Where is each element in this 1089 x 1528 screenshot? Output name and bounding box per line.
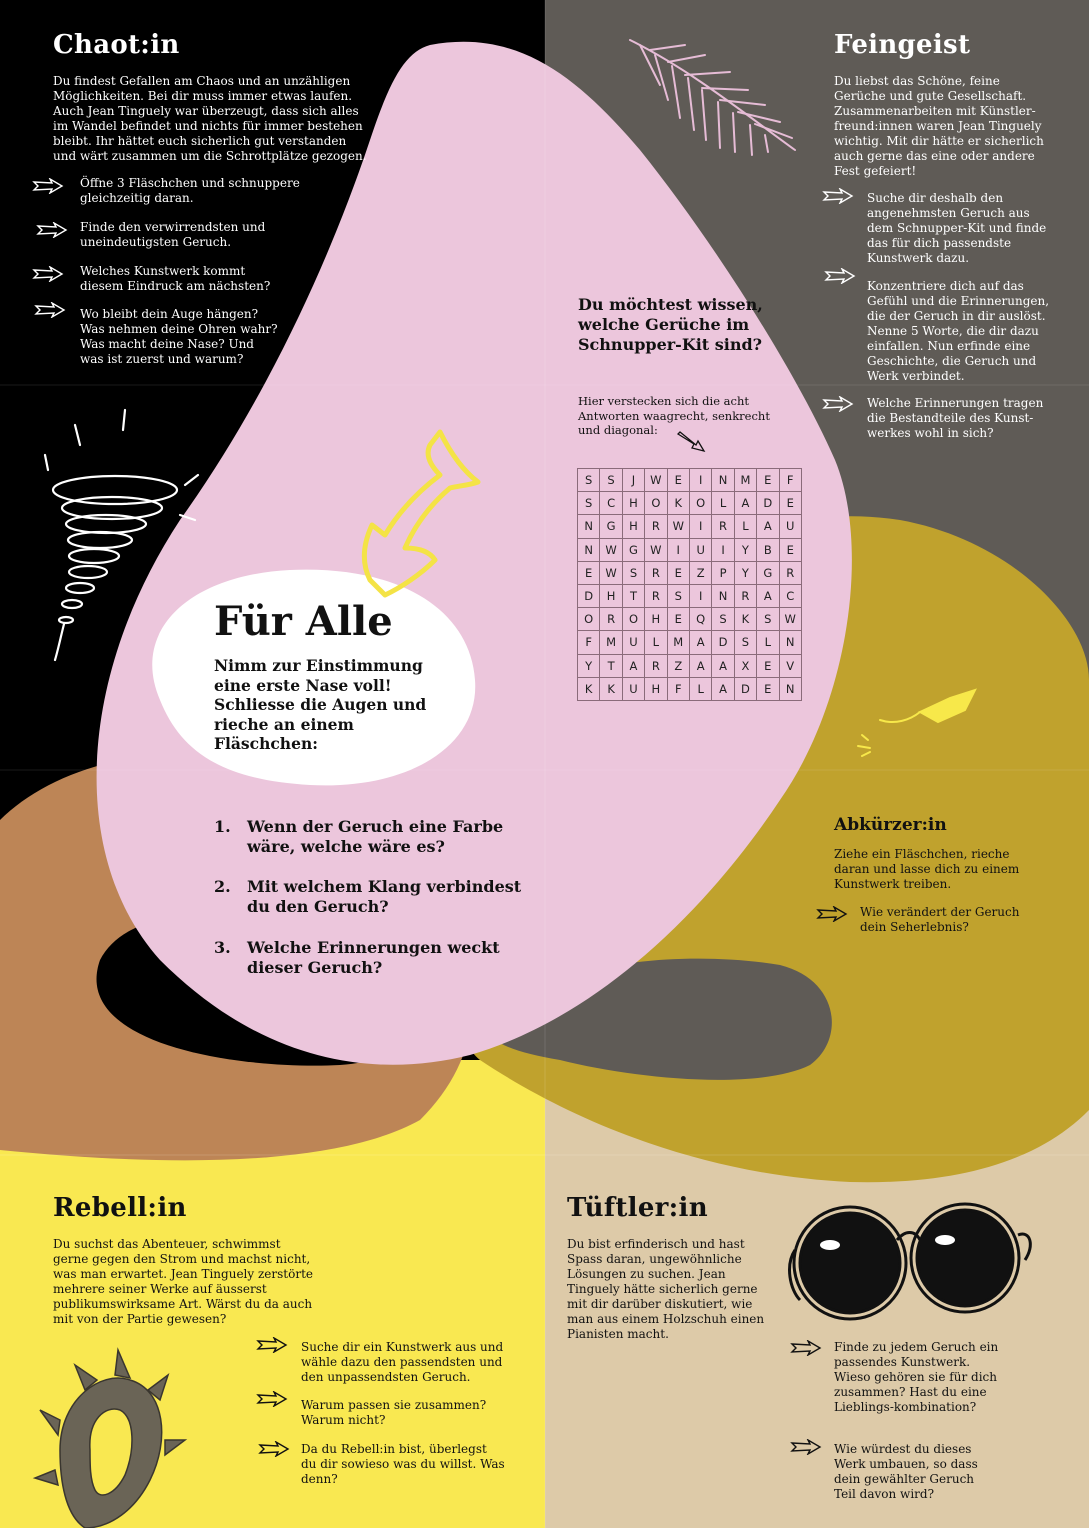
grid-cell: O — [689, 492, 711, 515]
arrow-icon — [258, 1441, 290, 1457]
grid-cell: L — [689, 677, 711, 700]
arrow-icon — [790, 1340, 822, 1356]
arrow-icon — [32, 178, 64, 194]
grid-cell: F — [779, 469, 801, 492]
grid-cell: S — [757, 608, 779, 631]
arrow-icon — [822, 396, 854, 412]
grid-cell: L — [734, 515, 756, 538]
tueftler-task-2: Wie würdest du dieses Werk umbauen, so dass dein gewählter Geruch Teil davon wird? — [834, 1442, 978, 1501]
grid-cell: J — [622, 469, 644, 492]
arrow-diagonal-icon — [676, 430, 706, 454]
rebellin-title: Rebell:in — [53, 1193, 187, 1223]
grid-cell: R — [645, 654, 667, 677]
grid-cell: T — [600, 654, 622, 677]
grid-cell: E — [779, 492, 801, 515]
chaotin-task-3: Welches Kunstwerk kommt diesem Eindruck am nächsten? — [80, 264, 271, 293]
grid-row — [578, 631, 802, 654]
arrow-icon — [256, 1391, 288, 1407]
fuer-alle-text: Nimm zur Einstimmung eine erste Nase voll! Schliesse die Augen und rieche an einem Fläschchen: — [214, 656, 427, 753]
grid-cell: D — [578, 584, 600, 607]
grid-cell: S — [600, 469, 622, 492]
arrow-icon — [34, 302, 66, 318]
grid-cell: D — [712, 631, 734, 654]
grid-cell: K — [734, 608, 756, 631]
grid-cell: L — [712, 492, 734, 515]
grid-cell: H — [645, 677, 667, 700]
grid-cell: S — [622, 561, 644, 584]
tornado-icon — [45, 410, 198, 660]
grid-cell: M — [734, 469, 756, 492]
question-number: 3. — [214, 938, 231, 957]
arrow-icon — [816, 906, 848, 922]
feingeist-task-2: Konzentriere dich auf das Gefühl und die Erinnerungen, die der Geruch in dir auslöst. Nenne 5 Worte, die dir dazu einfallen. Nun erfinde eine Geschichte, die Geruch und Werk verbindet. — [867, 279, 1050, 383]
tueftler-task-1: Finde zu jedem Geruch ein passendes Kunstwerk. Wieso gehören sie für dich zusammen? Hast du eine Lieblings-kombination? — [834, 1340, 999, 1414]
question-3: Welche Erinnerungen weckt dieser Geruch? — [247, 938, 500, 977]
grid-cell: N — [779, 631, 801, 654]
rebellin-task-3: Da du Rebell:in bist, überlegst du dir sowieso was du willst. Was denn? — [301, 1442, 505, 1486]
feingeist-title: Feingeist — [834, 30, 971, 60]
grid-cell: W — [779, 608, 801, 631]
grid-cell: O — [622, 608, 644, 631]
feingeist-task-1: Suche dir deshalb den angenehmsten Geruch aus dem Schnupper-Kit und finde das für dich passendste Kunstwerk dazu. — [867, 191, 1047, 265]
grid-cell: E — [667, 469, 689, 492]
grid-cell: Y — [734, 538, 756, 561]
grid-cell: L — [645, 631, 667, 654]
grid-row — [578, 677, 802, 700]
grid-cell: D — [757, 492, 779, 515]
chaotin-task-2: Finde den verwirrendsten und uneindeutigsten Geruch. — [80, 220, 266, 249]
grid-cell: H — [645, 608, 667, 631]
grid-cell: U — [779, 515, 801, 538]
abkuerzer-title: Abkürzer:in — [834, 815, 947, 835]
tueftler-title: Tüftler:in — [567, 1193, 708, 1223]
fuer-alle-title: Für Alle — [214, 598, 393, 645]
grid-cell: A — [712, 677, 734, 700]
grid-row — [578, 469, 802, 492]
grid-row — [578, 492, 802, 515]
grid-cell: U — [689, 538, 711, 561]
question-number: 1. — [214, 817, 231, 836]
grid-cell: A — [712, 654, 734, 677]
word-search-grid — [577, 468, 802, 701]
feather-icon — [630, 40, 795, 155]
grid-cell: S — [578, 492, 600, 515]
rocket-icon — [858, 690, 975, 756]
feingeist-intro: Du liebst das Schöne, feine Gerüche und gute Gesellschaft. Zusammenarbeiten mit Künstler-freund:innen waren Jean Tinguely wichtig. Mit dir hätte er sicherlich auch gerne das eine oder andere Fest gefeiert! — [834, 74, 1044, 178]
grid-cell: R — [712, 515, 734, 538]
grid-cell: D — [734, 677, 756, 700]
grid-cell: R — [645, 515, 667, 538]
grid-row — [578, 515, 802, 538]
chaotin-task-4: Wo bleibt dein Auge hängen? Was nehmen deine Ohren wahr? Was macht deine Nase? Und was ist zuerst und warum? — [80, 307, 278, 366]
arrow-icon — [824, 268, 856, 284]
grid-cell: F — [578, 631, 600, 654]
grid-cell: E — [757, 677, 779, 700]
grid-cell: W — [667, 515, 689, 538]
arrow-icon — [790, 1439, 822, 1455]
arrow-icon — [256, 1337, 288, 1353]
grid-cell: E — [667, 608, 689, 631]
grid-cell: S — [734, 631, 756, 654]
yellow-arrow-icon — [364, 432, 478, 595]
abkuerzer-task-1: Wie verändert der Geruch dein Seherlebnis? — [860, 905, 1020, 934]
abkuerzer-intro: Ziehe ein Fläschchen, rieche daran und lasse dich zu einem Kunstwerk treiben. — [834, 847, 1020, 891]
grid-row — [578, 538, 802, 561]
grid-cell: Y — [734, 561, 756, 584]
question-number: 2. — [214, 877, 231, 896]
grid-cell: E — [757, 469, 779, 492]
grid-cell: I — [667, 538, 689, 561]
question-1: Wenn der Geruch eine Farbe wäre, welche wäre es? — [247, 817, 504, 856]
arrow-icon — [36, 222, 68, 238]
grid-cell: A — [734, 492, 756, 515]
grid-cell: E — [779, 538, 801, 561]
grid-cell: M — [667, 631, 689, 654]
grid-cell: B — [757, 538, 779, 561]
grid-cell: C — [779, 584, 801, 607]
grid-cell: A — [689, 654, 711, 677]
grid-cell: R — [600, 608, 622, 631]
grid-cell: I — [689, 515, 711, 538]
rebellin-task-2: Warum passen sie zusammen? Warum nicht? — [301, 1398, 487, 1427]
grid-cell: I — [712, 538, 734, 561]
grid-cell: Z — [667, 654, 689, 677]
grid-cell: N — [779, 677, 801, 700]
puzzle-text: Hier verstecken sich die acht Antworten waagrecht, senkrecht und diagonal: — [578, 394, 770, 437]
grid-cell: A — [757, 584, 779, 607]
grid-cell: W — [645, 469, 667, 492]
puzzle-heading: Du möchtest wissen, welche Gerüche im Schnupper-Kit sind? — [578, 295, 763, 354]
grid-cell: S — [667, 584, 689, 607]
grid-row — [578, 654, 802, 677]
grid-cell: L — [757, 631, 779, 654]
grid-cell: O — [578, 608, 600, 631]
grid-cell: R — [734, 584, 756, 607]
grid-cell: P — [712, 561, 734, 584]
grid-cell: U — [622, 677, 644, 700]
grid-cell: Q — [689, 608, 711, 631]
grid-cell: U — [622, 631, 644, 654]
grid-cell: C — [600, 492, 622, 515]
feingeist-task-3: Welche Erinnerungen tragen die Bestandteile des Kunst-werkes wohl in sich? — [867, 396, 1044, 440]
question-2: Mit welchem Klang verbindest du den Geruch? — [247, 877, 522, 916]
grid-cell: W — [645, 538, 667, 561]
grid-cell: E — [667, 561, 689, 584]
grid-cell: T — [622, 584, 644, 607]
grid-cell: R — [645, 584, 667, 607]
arrow-icon — [32, 266, 64, 282]
grid-cell: A — [689, 631, 711, 654]
grid-cell: Z — [689, 561, 711, 584]
chaotin-title: Chaot:in — [53, 30, 180, 60]
grid-cell: A — [622, 654, 644, 677]
grid-cell: N — [578, 515, 600, 538]
tueftler-intro: Du bist erfinderisch und hast Spass daran, ungewöhnliche Lösungen zu suchen. Jean Tinguely hätte sicherlich gerne mit dir darüber diskutiert, wie man aus einem Holzschuh einen Pianisten macht. — [567, 1237, 765, 1341]
grid-cell: G — [600, 515, 622, 538]
grid-cell: S — [712, 608, 734, 631]
grid-cell: R — [645, 561, 667, 584]
arrow-icon — [822, 188, 854, 204]
grid-cell: G — [622, 538, 644, 561]
grid-cell: K — [600, 677, 622, 700]
grid-cell: I — [689, 469, 711, 492]
grid-cell: F — [667, 677, 689, 700]
rebellin-intro: Du suchst das Abenteuer, schwimmst gerne gegen den Strom und machst nicht, was man erwartet. Jean Tinguely zerstörte mehrere seiner Werke auf äusserst publikumswirksame Art. Wärst du da auch mit von der Partie gewesen? — [53, 1237, 313, 1326]
grid-cell: H — [622, 492, 644, 515]
grid-cell: Y — [578, 654, 600, 677]
grid-cell: H — [600, 584, 622, 607]
grid-cell: R — [779, 561, 801, 584]
grid-row — [578, 584, 802, 607]
grid-cell: O — [645, 492, 667, 515]
grid-cell: N — [578, 538, 600, 561]
grid-cell: X — [734, 654, 756, 677]
grid-cell: K — [578, 677, 600, 700]
goggles-icon — [790, 1204, 1031, 1319]
grid-row — [578, 608, 802, 631]
grid-cell: W — [600, 538, 622, 561]
rebellin-task-1: Suche dir ein Kunstwerk aus und wähle dazu den passendsten und den unpassendsten Geruch. — [301, 1340, 504, 1384]
grid-cell: H — [622, 515, 644, 538]
grid-cell: K — [667, 492, 689, 515]
grid-cell: M — [600, 631, 622, 654]
grid-cell: V — [779, 654, 801, 677]
grid-cell: W — [600, 561, 622, 584]
chaotin-task-1: Öffne 3 Fläschchen und schnuppere gleichzeitig daran. — [80, 176, 300, 205]
grid-cell: I — [689, 584, 711, 607]
grid-cell: G — [757, 561, 779, 584]
spiked-collar-icon — [35, 1350, 185, 1528]
chaotin-intro: Du findest Gefallen am Chaos und an unzähligen Möglichkeiten. Bei dir muss immer etwas laufen. Auch Jean Tinguely war überzeugt, dass sich alles im Wandel befindet und nichts für immer bestehen bleibt. Ihr hättet euch sicherlich gut verstanden und wärt zusammen um die Schrottplätze gezogen. — [53, 74, 367, 163]
grid-cell: E — [578, 561, 600, 584]
grid-cell: S — [578, 469, 600, 492]
grid-row — [578, 561, 802, 584]
grid-cell: N — [712, 584, 734, 607]
grid-cell: N — [712, 469, 734, 492]
grid-cell: A — [757, 515, 779, 538]
grid-cell: E — [757, 654, 779, 677]
